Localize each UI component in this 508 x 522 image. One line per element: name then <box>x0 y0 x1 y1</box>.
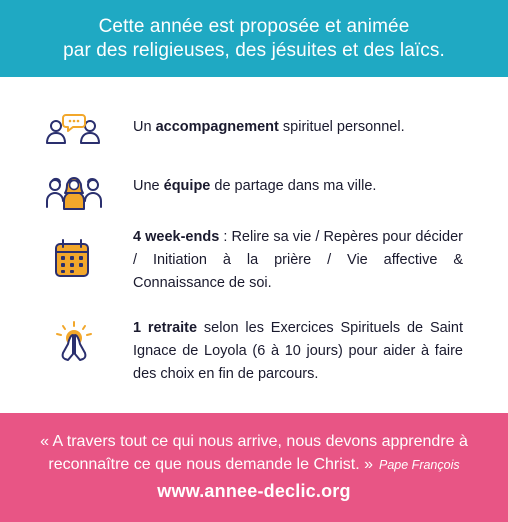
header-line-1: Cette année est proposée et animée <box>98 15 410 37</box>
header-banner <box>0 0 508 77</box>
header-line-2: par des religieuses, des jésuites et des laïcs. <box>63 39 445 61</box>
pope-quote <box>0 430 508 477</box>
calendar-icon <box>44 238 104 286</box>
quote-author: Pape François <box>379 458 460 472</box>
feature-text-accompaniment: Un accompagnement spirituel personnel. <box>133 119 405 135</box>
quote-line-2: reconnaître ce que nous demande le Christ. » Pape François <box>48 456 460 473</box>
praying-hands-icon <box>44 321 104 369</box>
footer-banner <box>0 413 508 522</box>
quote-line-1: « A travers tout ce qui nous arrive, nous devons apprendre à <box>40 433 468 450</box>
feature-text-team: Une équipe de partage dans ma ville. <box>133 178 377 194</box>
website-link[interactable]: www.annee-declic.org <box>157 481 351 501</box>
conversation-icon <box>44 108 104 156</box>
feature-text-weekends: 4 week-ends : Relire sa vie / Repères pour décider / Initiation à la prière / Vie affective & Connaissance de soi. <box>133 229 463 291</box>
feature-text-retreat: 1 retraite selon les Exercices Spirituels de Saint Ignace de Loyola (6 à 10 jours) pour aider à faire des choix en fin de parcours. <box>133 320 463 382</box>
team-icon <box>44 169 104 217</box>
